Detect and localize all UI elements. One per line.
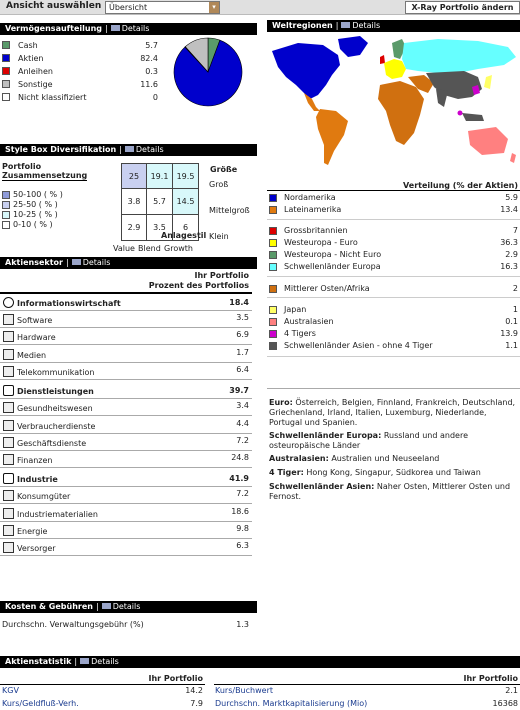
sector-item-value: 7.2 [236, 435, 249, 445]
fees-details-link[interactable]: Details [112, 602, 141, 611]
legend-swatch [2, 67, 10, 75]
region-note [269, 431, 517, 451]
stylebox-cell: 3.5 [147, 215, 173, 241]
stats-value: 7.9 [190, 699, 203, 708]
sector-item-value: 3.4 [236, 401, 249, 411]
region-note [269, 482, 517, 502]
sector-item-name: Gesundheitswesen [17, 404, 93, 414]
printer-icon [3, 331, 14, 342]
stats-value: 2.1 [505, 686, 518, 695]
region-note-term: Schwellenländer Europa: [269, 431, 382, 440]
sector-item-value: 7.2 [236, 489, 249, 499]
sector-item-name: Konsumgüter [17, 492, 71, 502]
fees-label: Durchschn. Verwaltungsgebühr (%) [2, 620, 144, 629]
region-swatch [269, 194, 277, 202]
region-value: 36.3 [500, 238, 518, 247]
map-india [436, 89, 448, 107]
sector-group-value: 39.7 [229, 386, 249, 396]
divider [0, 362, 252, 363]
fees-title: Kosten & Gebühren [5, 602, 93, 611]
fees-value: 1.3 [236, 620, 249, 629]
stylebox-legend-swatch [2, 201, 10, 209]
region-name: Mittlerer Osten/Afrika [284, 284, 370, 293]
regions-header: Weltregionen | Details [267, 20, 520, 32]
region-name: 4 Tigers [284, 329, 316, 338]
eye-icon [3, 297, 14, 308]
divider [0, 310, 252, 311]
region-swatch [269, 330, 277, 338]
region-value: 2 [512, 284, 518, 293]
region-swatch [269, 306, 277, 314]
allocation-label: Sonstige [18, 80, 53, 89]
stats-header-right: Ihr Portfolio [463, 674, 518, 683]
stylebox-legend-label: 10-25 ( % ) [13, 210, 58, 219]
divider [267, 276, 520, 277]
stylebox-composition-label: Zusammensetzung [2, 171, 88, 180]
box-icon [3, 490, 14, 501]
legend-swatch [2, 41, 10, 49]
map-indonesia [462, 113, 484, 121]
flame-icon [3, 525, 14, 536]
stylebox-cell: 19.1 [147, 163, 173, 189]
stylebox-cell: 25 [121, 163, 147, 189]
sector-group-name: Industrie [17, 475, 58, 485]
sector-item-value: 18.6 [231, 506, 249, 516]
phone-icon [3, 366, 14, 377]
sectors-header: Aktiensektor | Details [0, 257, 257, 269]
region-name: Japan [284, 305, 307, 314]
details-icon [102, 603, 111, 609]
legend-swatch [2, 54, 10, 62]
stylebox-legend-label: 25-50 ( % ) [13, 200, 58, 209]
stats-details-link[interactable]: Details [91, 657, 119, 666]
map-uk [380, 55, 385, 64]
region-value: 1 [512, 305, 518, 314]
stats-title: Aktienstatistik [5, 657, 72, 666]
allocation-value: 82.4 [140, 54, 158, 63]
region-note-text: Russland und andere osteuropäische Länder [269, 431, 469, 450]
dollar-icon [3, 454, 14, 465]
sector-group-name: Informationswirtschaft [17, 299, 121, 308]
divider [0, 538, 252, 539]
mic-icon [3, 349, 14, 360]
view-select[interactable] [105, 1, 220, 14]
allocation-header: Vermögensaufteilung | Details [0, 23, 257, 35]
region-note [269, 454, 517, 464]
region-note-text: Australien und Neuseeland [331, 454, 440, 463]
region-value: 13.4 [500, 205, 518, 214]
monitor-icon [3, 314, 14, 325]
region-swatch [269, 251, 277, 259]
cross-icon [3, 402, 14, 413]
region-note-term: Euro: [269, 398, 293, 407]
divider [0, 555, 252, 556]
region-note-term: 4 Tiger: [269, 468, 304, 477]
map-new-zealand [510, 153, 516, 163]
stylebox-legend-label: 0-10 ( % ) [13, 220, 53, 229]
allocation-value: 0 [152, 93, 158, 102]
sector-item-value: 9.8 [236, 524, 249, 533]
details-icon [111, 25, 120, 31]
region-value: 7 [512, 226, 518, 235]
details-icon [72, 259, 81, 265]
region-note-term: Schwellenländer Asien: [269, 482, 375, 491]
divider [0, 327, 252, 328]
map-western-europe [384, 59, 406, 79]
sector-item-name: Software [17, 316, 53, 325]
divider [0, 521, 252, 522]
region-name: Schwellenländer Europa [284, 262, 381, 271]
map-japan [484, 75, 492, 89]
case-icon [3, 437, 14, 448]
region-value: 1.1 [505, 341, 518, 350]
stylebox-col-label: Blend [138, 244, 161, 253]
sector-item-value: 3.5 [236, 313, 249, 322]
map-singapore [458, 111, 463, 116]
sector-group-value: 41.9 [229, 474, 249, 484]
stats-link[interactable]: Kurs/Geldfluß-Verh. [2, 699, 79, 708]
stylebox-legend-label: 50-100 ( % ) [13, 190, 63, 199]
details-icon [80, 658, 89, 664]
sector-item-name: Finanzen [17, 456, 53, 466]
stylebox-row-label: Mittelgroß [209, 206, 250, 215]
divider [0, 379, 252, 380]
region-swatch [269, 263, 277, 271]
factory-icon [3, 473, 14, 484]
map-australia [468, 127, 508, 155]
legend-swatch [2, 93, 10, 101]
stylebox-details-link[interactable]: Details [135, 145, 164, 154]
region-name: Australasien [284, 317, 334, 326]
stylebox-col-label: Growth [164, 244, 193, 253]
divider [0, 684, 205, 685]
divider [0, 344, 252, 345]
region-note-text: Österreich, Belgien, Finnland, Frankreich, Deutschland, Griechenland, Irland, Italien, Luxemburg, Niederlande, Portugal und Spanien. [269, 398, 516, 427]
stylebox-cell: 5.7 [147, 189, 173, 215]
region-swatch [269, 285, 277, 293]
sectors-details-link[interactable]: Details [82, 258, 111, 267]
details-icon [125, 146, 134, 152]
region-name: Grossbritannien [284, 226, 348, 235]
map-russia [402, 39, 516, 73]
stylebox-col-label: Value [113, 244, 135, 253]
stats-link[interactable]: Kurs/Buchwert [215, 686, 273, 695]
allocation-details-link[interactable]: Details [121, 24, 150, 33]
divider [267, 356, 520, 357]
map-africa [378, 81, 424, 145]
stylebox-legend-swatch [2, 221, 10, 229]
sector-item-name: Hardware [17, 333, 56, 343]
region-name: Westeuropa - Euro [284, 238, 358, 247]
sector-item-value: 4.4 [236, 418, 249, 428]
map-south-america [316, 109, 348, 165]
region-note-text: Hong Kong, Singapur, Südkorea und Taiwan [306, 468, 481, 477]
sector-item-value: 24.8 [231, 453, 249, 463]
region-swatch [269, 318, 277, 326]
sector-item-name: Medien [17, 350, 47, 360]
allocation-label: Nicht klassifiziert [18, 93, 87, 102]
sectors-col-header-1: Ihr Portfolio [194, 271, 249, 280]
divider [0, 467, 252, 468]
allocation-label: Anleihen [18, 67, 53, 76]
regions-dist-header: Verteilung (% der Aktien) [403, 181, 518, 190]
divider [0, 415, 252, 416]
hand-icon [3, 385, 14, 396]
region-value: 16.3 [500, 262, 518, 271]
regions-title: Weltregionen [272, 21, 333, 30]
region-name: Nordamerika [284, 193, 336, 202]
region-note-text: Naher Osten, Mittlerer Osten und Fernost. [269, 482, 511, 501]
sector-item-value: 6.4 [236, 364, 249, 374]
stats-header-left: Ihr Portfolio [148, 674, 203, 683]
stats-link[interactable]: KGV [2, 686, 19, 695]
stylebox-row-label: Klein [209, 232, 229, 241]
region-value: 0.1 [505, 317, 518, 326]
stylebox-cell: 2.9 [121, 215, 147, 241]
divider [0, 486, 252, 487]
regions-details-link[interactable]: Details [352, 21, 381, 30]
divider [0, 503, 252, 504]
region-value: 5.9 [505, 193, 518, 202]
region-value: 13.9 [500, 329, 518, 338]
stylebox-row-label: Groß [209, 180, 229, 189]
fees-header: Kosten & Gebühren | Details [0, 601, 257, 613]
stylebox-legend-swatch [2, 211, 10, 219]
region-swatch [269, 206, 277, 214]
region-swatch [269, 239, 277, 247]
view-select-label: Ansicht auswählen [6, 1, 102, 11]
allocation-title: Vermögensaufteilung [5, 24, 102, 33]
allocation-pie [173, 37, 243, 107]
region-name: Lateinamerika [284, 205, 342, 214]
sector-group-name: Dienstleistungen [17, 387, 94, 397]
stylebox-cell: 6 [173, 215, 199, 241]
sector-item-name: Verbraucherdienste [17, 421, 96, 431]
stylebox-cell: 14.5 [173, 189, 199, 215]
stylebox-cell: 3.8 [121, 189, 147, 215]
region-name: Schwellenländer Asien - ohne 4 Tiger [284, 341, 433, 350]
world-map [268, 33, 520, 173]
stylebox-portfolio-label: Portfolio [2, 162, 42, 171]
stats-link[interactable]: Durchschn. Marktkapitalisierung (Mio) [215, 699, 368, 708]
region-name: Westeuropa - Nicht Euro [284, 250, 382, 259]
sector-item-name: Telekommunikation [17, 367, 95, 377]
sector-item-value: 1.7 [236, 347, 249, 357]
divider [267, 190, 520, 191]
divider [267, 219, 520, 220]
view-select-value: Übersicht [109, 3, 148, 12]
view-selector-bar [0, 0, 520, 15]
legend-swatch [2, 80, 10, 88]
sector-item-value: 6.3 [236, 541, 249, 551]
sector-item-value: 6.9 [236, 330, 249, 340]
region-swatch [269, 342, 277, 350]
sector-item-name: Geschäftsdienste [17, 438, 87, 448]
allocation-label: Cash [18, 41, 38, 50]
chevron-down-icon[interactable]: ▾ [209, 2, 219, 13]
stats-header: Aktienstatistik | Details [0, 656, 520, 668]
xray-change-button[interactable]: X-Ray Portfolio ändern [405, 1, 520, 14]
region-value: 2.9 [505, 250, 518, 259]
stylebox-size-label: Größe [210, 165, 238, 174]
divider [0, 398, 252, 399]
divider [0, 450, 252, 451]
map-greenland [338, 36, 368, 57]
region-note [269, 468, 517, 478]
stylebox-cell: 19.5 [173, 163, 199, 189]
bulb-icon [3, 542, 14, 553]
region-note-term: Australasien: [269, 454, 329, 463]
map-north-america [272, 43, 340, 99]
allocation-value: 0.3 [145, 67, 158, 76]
stylebox-legend-swatch [2, 191, 10, 199]
details-icon [341, 22, 350, 28]
sector-item-name: Industriematerialien [17, 509, 98, 519]
sectors-col-header-2: Prozent des Portfolios [148, 281, 249, 290]
sector-group-value: 18.4 [229, 298, 249, 307]
sector-item-name: Energie [17, 527, 48, 536]
region-swatch [269, 227, 277, 235]
stats-value: 16368 [492, 699, 518, 708]
divider [0, 433, 252, 434]
stylebox-header: Style Box Diversifikation | Details [0, 144, 257, 156]
region-note [269, 398, 517, 428]
divider [267, 297, 520, 298]
map-asia [426, 71, 482, 99]
sectors-title: Aktiensektor [5, 258, 63, 267]
gear-icon [3, 508, 14, 519]
stylebox-title: Style Box Diversifikation [5, 145, 117, 154]
divider [0, 292, 252, 294]
allocation-label: Aktien [18, 54, 44, 63]
stats-value: 14.2 [185, 686, 203, 695]
stylebox-style-label: Anlagestil [161, 231, 207, 240]
allocation-value: 11.6 [140, 80, 158, 89]
divider [267, 388, 520, 389]
cart-icon [3, 420, 14, 431]
sector-item-name: Versorger [17, 544, 56, 554]
allocation-value: 5.7 [145, 41, 158, 50]
